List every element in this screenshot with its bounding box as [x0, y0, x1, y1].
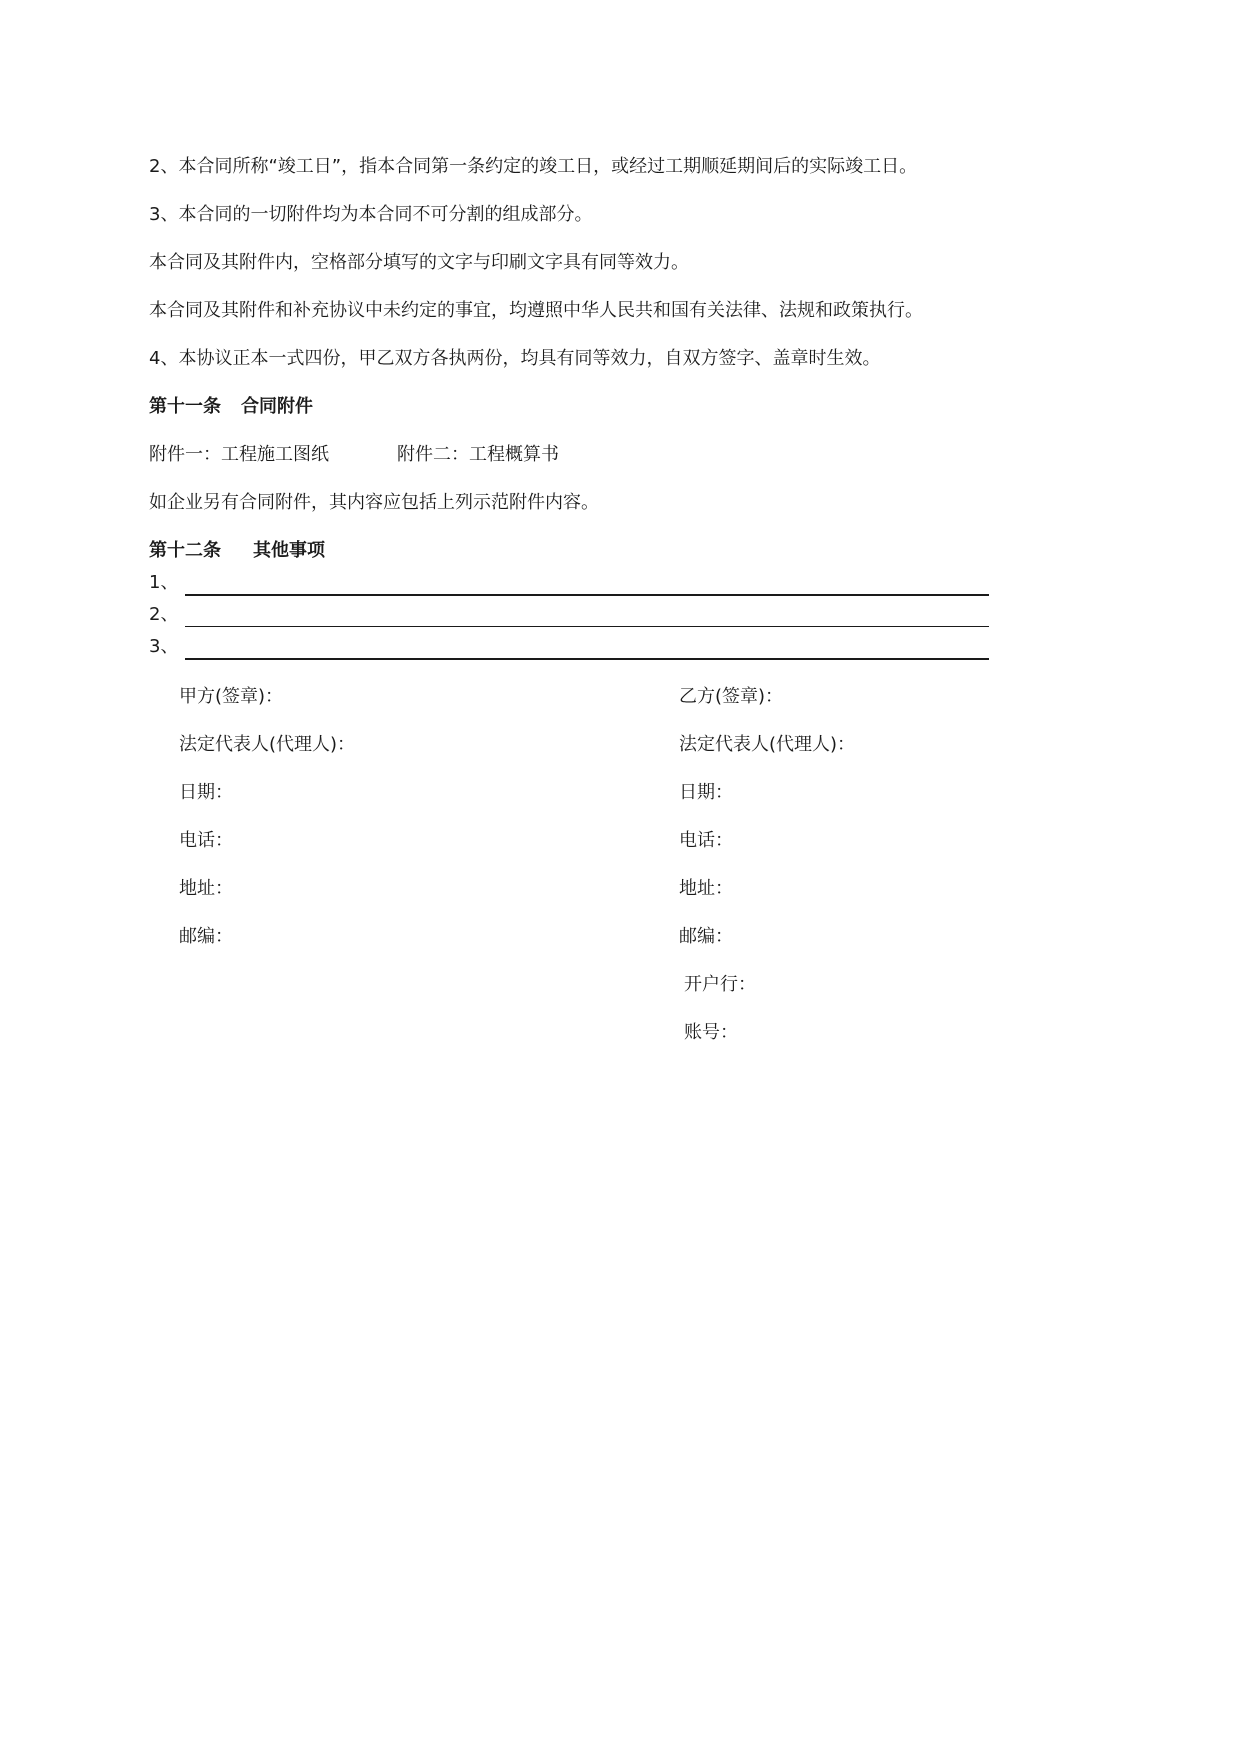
attachments-note: 如企业另有合同附件，其内容应包括上列示范附件内容。 — [149, 492, 599, 513]
attachment-2: 附件二：工程概算书 — [397, 444, 559, 465]
clause-item-4: 4、本协议正本一式四份，甲乙双方各执两份，均具有同等效力，自双方签字、盖章时生效。 — [149, 348, 881, 369]
other-matters-number: 1、 — [149, 572, 179, 593]
other-matters-blank-line — [185, 594, 989, 596]
other-matters-number: 2、 — [149, 604, 179, 625]
party-b-account: 账号： — [684, 1022, 738, 1043]
party-b-bank: 开户行： — [684, 974, 756, 995]
party-a-date: 日期： — [179, 782, 233, 803]
party-a-postcode: 邮编： — [179, 926, 233, 947]
clause-unagreed-paragraph: 本合同及其附件和补充协议中未约定的事宜，均遵照中华人民共和国有关法律、法规和政策执行。 — [149, 300, 923, 321]
party-a-phone: 电话： — [179, 830, 233, 851]
party-b-representative: 法定代表人(代理人)： — [679, 734, 856, 755]
other-matters-row — [149, 635, 989, 661]
article-12-title: 其他事项 — [253, 540, 325, 561]
attachment-1: 附件一：工程施工图纸 — [149, 444, 329, 465]
article-12-heading — [149, 539, 325, 563]
other-matters-blank-line — [185, 626, 989, 627]
article-12-number: 第十二条 — [149, 540, 221, 561]
article-11-heading — [149, 395, 313, 419]
party-b-address: 地址： — [679, 878, 733, 899]
other-matters-row — [149, 571, 989, 597]
party-b-phone: 电话： — [679, 830, 733, 851]
party-a-address: 地址： — [179, 878, 233, 899]
attachments-line — [149, 443, 559, 467]
clause-item-2: 2、本合同所称“竣工日”，指本合同第一条约定的竣工日，或经过工期顺延期间后的实际竣工日。 — [149, 156, 918, 177]
party-a-representative: 法定代表人(代理人)： — [179, 734, 356, 755]
party-b-seal: 乙方(签章)： — [679, 686, 784, 707]
other-matters-number: 3、 — [149, 636, 179, 657]
other-matters-blank-line — [185, 658, 989, 660]
article-11-number: 第十一条 — [149, 396, 221, 417]
other-matters-row — [149, 603, 989, 629]
party-a-seal: 甲方(签章)： — [179, 686, 284, 707]
party-b-postcode: 邮编： — [679, 926, 733, 947]
clause-blank-fill-paragraph: 本合同及其附件内，空格部分填写的文字与印刷文字具有同等效力。 — [149, 252, 689, 273]
article-11-title: 合同附件 — [241, 396, 313, 417]
clause-item-3: 3、本合同的一切附件均为本合同不可分割的组成部分。 — [149, 204, 593, 225]
party-b-date: 日期： — [679, 782, 733, 803]
